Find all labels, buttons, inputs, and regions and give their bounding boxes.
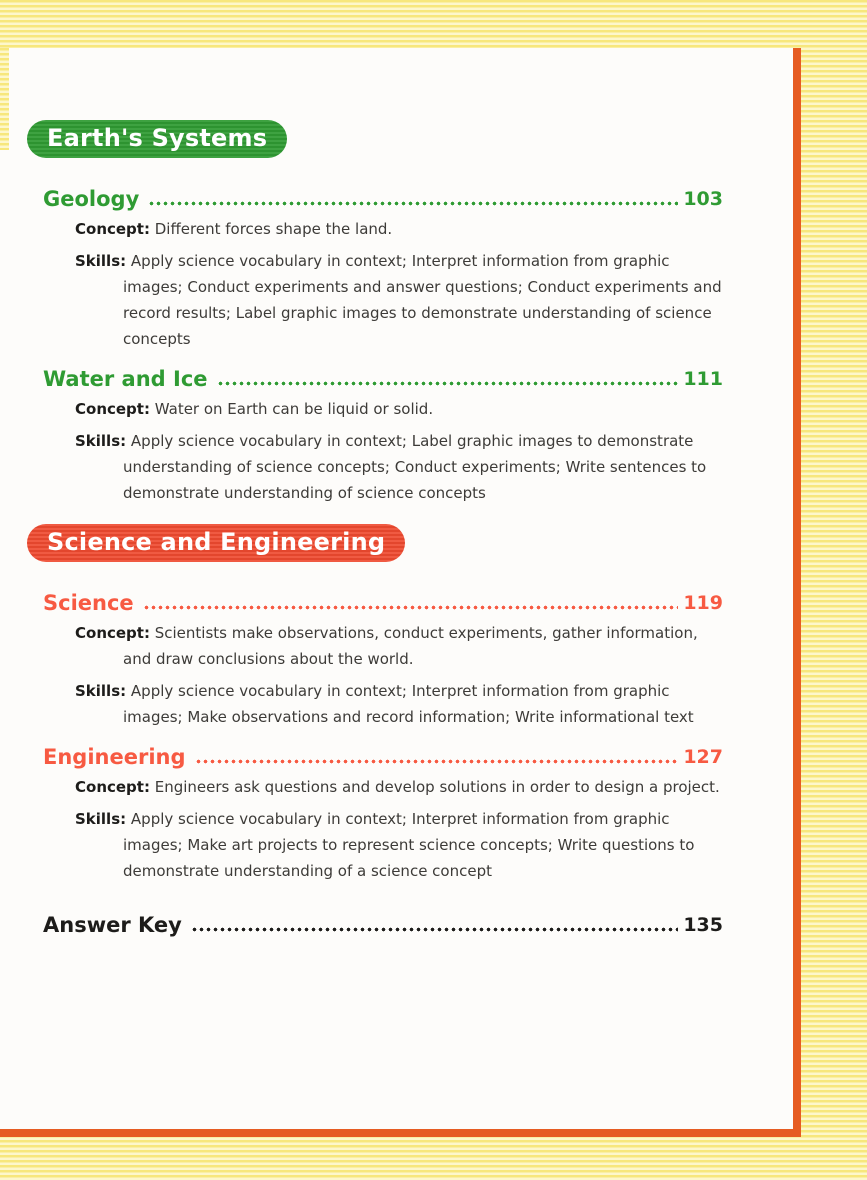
toc-entry-science (43, 586, 723, 730)
toc-entry-title: Water and Ice (43, 367, 208, 391)
dotted-leader (148, 201, 678, 206)
concept-line (43, 774, 723, 800)
concept-line (43, 620, 723, 672)
skills-label: Skills: (75, 252, 127, 270)
section-science-and-engineering (0, 516, 793, 884)
toc-entry-answer-key (43, 908, 723, 938)
concept-text: Water on Earth can be liquid or solid. (154, 400, 434, 418)
section-badge-science-and-engineering: Science and Engineering (27, 524, 405, 562)
book-page (0, 48, 801, 1137)
skills-text: Apply science vocabulary in context; Interpret information from graphic images; Conduct experiments and answer questions; Conduct experiments and record results; Label graphic images to demonstrate understanding of science concepts (123, 252, 722, 348)
toc-entry-title: Engineering (43, 745, 186, 769)
toc-entry-page-number: 135 (683, 914, 723, 936)
dotted-leader (195, 759, 679, 764)
toc-entry-page-number: 111 (683, 368, 723, 390)
skills-label: Skills: (75, 682, 127, 700)
concept-label: Concept: (75, 624, 150, 642)
toc-entry-engineering (43, 740, 723, 884)
toc-entry-title-row (43, 740, 723, 770)
skills-text: Apply science vocabulary in context; Interpret information from graphic images; Make art projects to represent science concepts; Write questions to demonstrate understanding of a science concept (123, 810, 695, 880)
skills-line (43, 248, 723, 352)
concept-text: Engineers ask questions and develop solutions in order to design a project. (154, 778, 720, 796)
toc-entry-water-and-ice (43, 362, 723, 506)
concept-text: Different forces shape the land. (154, 220, 393, 238)
skills-label: Skills: (75, 810, 127, 828)
dotted-leader (143, 605, 679, 610)
toc-entry-title-row (43, 586, 723, 616)
section-badge-earths-systems: Earth's Systems (27, 120, 287, 158)
concept-line (43, 396, 723, 422)
toc-entry-geology (43, 182, 723, 352)
left-stripe-strip (0, 48, 9, 150)
concept-label: Concept: (75, 778, 150, 796)
toc-entry-title-row (43, 908, 723, 938)
toc-entry-page-number: 119 (683, 592, 723, 614)
skills-line (43, 806, 723, 884)
toc-entry-page-number: 103 (683, 188, 723, 210)
toc-entry-title: Answer Key (43, 913, 182, 937)
toc-entry-page-number: 127 (683, 746, 723, 768)
toc-entry-title: Science (43, 591, 134, 615)
toc-entry-title-row (43, 182, 723, 212)
concept-text: Scientists make observations, conduct experiments, gather information, and draw conclusions about the world. (123, 624, 698, 668)
toc-entry-title-row (43, 362, 723, 392)
skills-line (43, 678, 723, 730)
skills-text: Apply science vocabulary in context; Interpret information from graphic images; Make observations and record information; Write informational text (123, 682, 694, 726)
toc-entry-title: Geology (43, 187, 140, 211)
section-earths-systems (0, 120, 793, 506)
concept-line (43, 216, 723, 242)
skills-line (43, 428, 723, 506)
dotted-leader (217, 381, 679, 386)
skills-label: Skills: (75, 432, 127, 450)
skills-text: Apply science vocabulary in context; Label graphic images to demonstrate understanding of science concepts; Conduct experiments; Write sentences to demonstrate understanding of science concepts (123, 432, 707, 502)
dotted-leader (191, 927, 678, 932)
concept-label: Concept: (75, 400, 150, 418)
concept-label: Concept: (75, 220, 150, 238)
